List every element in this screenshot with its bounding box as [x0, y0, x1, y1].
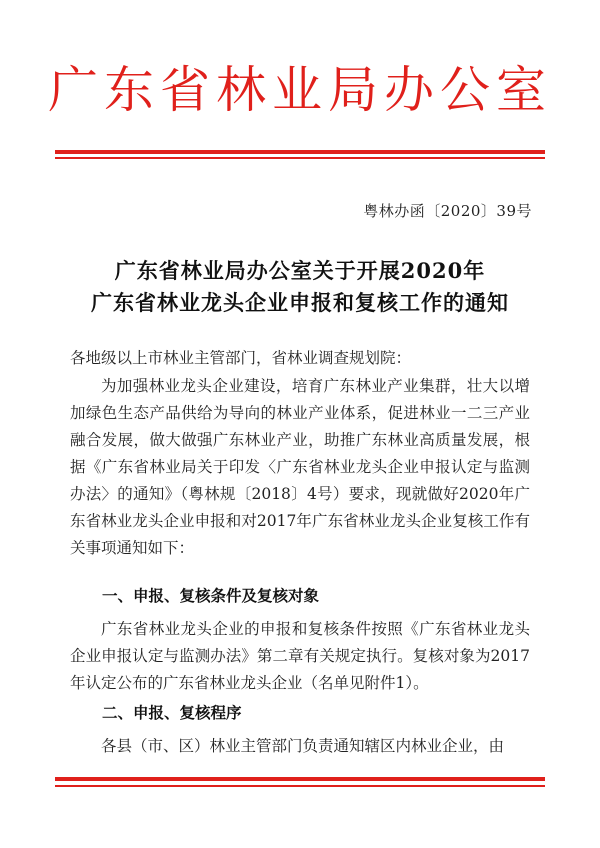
- footer-rule-thick: [55, 777, 545, 781]
- document-number: 粤林办函〔2020〕39号: [363, 202, 532, 220]
- document-title-line1: 广东省林业局办公室关于开展2020年: [114, 258, 486, 283]
- letterhead-rule-thick: [55, 150, 545, 154]
- section2-heading: 二、申报、复核程序: [102, 704, 242, 722]
- footer-rule-thin: [55, 785, 545, 787]
- letterhead-rule-thin: [55, 157, 545, 159]
- salutation: 各地级以上市林业主管部门，省林业调查规划院：: [70, 349, 412, 367]
- section1-paragraph: 广东省林业龙头企业的申报和复核条件按照《广东省林业龙头企业申报认定与监测办法》第二章有关规定执行。复核对象为2017年认定公布的广东省林业龙头企业（名单见附件1）。: [70, 620, 530, 692]
- letterhead-title: 广东省林业局办公室: [48, 61, 552, 119]
- section2-paragraph: 各县（市、区）林业主管部门负责通知辖区内林业企业，由: [101, 737, 505, 755]
- intro-paragraph: 为加强林业龙头企业建设，培育广东林业产业集群，壮大以增加绿色生态产品供给为导向的林业产业体系，促进林业一二三产业融合发展，做大做强广东林业产业，助推广东林业高质量发展，根据《广东省林业局关于印发〈广东省林业龙头企业申报认定与监测办法〉的通知》（粤林规〔2018〕4号）要求，现就做好2020年广东省林业龙头企业申报和对2017年广东省林业龙头企业复核工作有关事项通知如下：: [70, 377, 530, 557]
- section1-heading: 一、申报、复核条件及复核对象: [102, 587, 320, 605]
- document-title-line2: 广东省林业龙头企业申报和复核工作的通知: [91, 290, 509, 315]
